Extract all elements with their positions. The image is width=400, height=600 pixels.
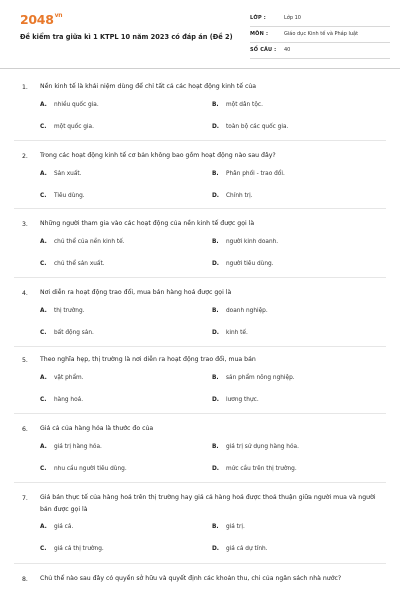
page-header [0,0,400,66]
option-letter: B. [212,375,219,381]
question-number: 4. [22,290,28,297]
question-divider [14,140,386,141]
option-letter: A. [40,524,47,530]
option-letter: B. [212,524,219,530]
option-d[interactable] [212,330,248,336]
option-d[interactable] [212,397,259,403]
option-letter: C. [40,466,47,472]
question-text: Giá cả của hàng hóa là thước đo của [40,425,154,432]
question-text: Trong các hoạt động kinh tế cơ bản không bao gồm hoạt động nào sau đây? [40,152,276,159]
question-divider [14,482,386,483]
option-text: Chính trị. [226,193,253,199]
option-text: người kinh doanh. [226,239,279,245]
option-text: mức cầu trên thị trường. [226,466,297,472]
option-letter: B. [212,444,219,450]
option-a[interactable] [40,375,84,381]
option-d[interactable] [212,193,253,199]
question-divider [14,277,386,278]
meta-value: Lớp 10 [284,15,301,21]
question-text: Theo nghĩa hẹp, thị trường là nơi diễn ra hoạt động trao đổi, mua bán [40,356,256,363]
meta-label: LỚP : [250,15,266,21]
question-text: Những người tham gia vào các hoạt động của nền kinh tế được gọi là [40,220,255,227]
question-number: 1. [22,84,28,91]
option-text: một dân tộc. [226,102,263,108]
option-letter: A. [40,308,47,314]
question-number: 6. [22,426,28,433]
option-letter: D. [212,261,220,267]
option-text: hàng hoá. [54,397,84,403]
option-letter: D. [212,397,220,403]
question-number: 2. [22,153,28,160]
option-letter: D. [212,124,220,130]
question-text: Giá bán thực tế của hàng hoá trên thị trường hay giá cả hàng hoá được thoả thuận giữa người mua và người bán được gọi là [40,494,376,513]
question-number: 7. [22,495,28,502]
option-letter: C. [40,330,47,336]
option-text: giá trị. [226,524,245,530]
option-letter: C. [40,124,47,130]
option-text: kinh tế. [226,330,248,336]
option-text: chủ thể của nền kinh tế. [54,239,125,245]
option-d[interactable] [212,466,297,472]
exam-meta [250,11,390,59]
option-a[interactable] [40,444,102,450]
option-letter: A. [40,171,47,177]
option-letter: D. [212,193,220,199]
meta-label: MÔN : [250,31,269,37]
option-letter: B. [212,239,219,245]
option-text: giá trị hàng hóa. [54,444,102,450]
option-letter: A. [40,102,47,108]
option-a[interactable] [40,308,84,314]
option-letter: D. [212,466,220,472]
option-letter: C. [40,261,47,267]
option-text: toàn bộ các quốc gia. [226,124,289,130]
option-c[interactable] [40,397,83,403]
option-c[interactable] [40,261,105,267]
option-text: giá cả thị trường. [54,546,104,552]
option-c[interactable] [40,330,94,336]
question-divider [14,346,386,347]
question-text: Chủ thể nào sau đây có quyền sở hữu và quyết định các khoản thu, chi của ngân sách nhà nước? [40,575,342,582]
option-letter: C. [40,397,47,403]
option-d[interactable] [212,546,268,552]
option-text: giá cả dự tính. [226,546,268,552]
option-text: giá trị sử dụng hàng hóa. [226,444,299,450]
option-c[interactable] [40,546,104,552]
option-text: Phân phối - trao đổi. [226,171,285,177]
option-b[interactable] [212,171,285,177]
option-letter: A. [40,444,47,450]
question-number: 8. [22,576,28,583]
option-a[interactable] [40,171,82,177]
option-text: giá cả. [54,524,74,530]
option-text: Sản xuất. [54,171,82,177]
option-b[interactable] [212,308,268,314]
option-a[interactable] [40,102,99,108]
option-d[interactable] [212,124,288,130]
option-letter: B. [212,308,219,314]
option-c[interactable] [40,193,85,199]
option-text: người tiêu dùng. [226,261,274,267]
option-b[interactable] [212,444,299,450]
option-text: một quốc gia. [54,124,94,130]
question-text: Nơi diễn ra hoạt động trao đổi, mua bán hàng hoá được gọi là [40,289,232,296]
meta-value: Giáo dục Kinh tế và Pháp luật [284,31,359,37]
question-divider [14,208,386,209]
option-text: nhiều quốc gia. [54,102,99,108]
logo-text: 2048 [20,12,54,27]
option-text: vật phẩm. [54,375,84,381]
question-text: Nền kinh tế là khái niệm dùng để chỉ tất cả các hoạt động kinh tế của [40,83,257,90]
option-b[interactable] [212,102,263,108]
site-logo[interactable] [20,12,62,27]
meta-value: 40 [284,47,291,53]
option-a[interactable] [40,239,125,245]
option-letter: B. [212,171,219,177]
option-text: sản phẩm nông nghiệp. [226,375,295,381]
option-letter: D. [212,330,220,336]
option-d[interactable] [212,261,274,267]
option-letter: C. [40,193,47,199]
option-text: Tiêu dùng. [54,193,85,199]
option-text: lương thực. [226,397,259,403]
meta-row-class [250,11,390,27]
meta-label: SỐ CÂU : [250,47,277,53]
option-text: thị trường. [54,308,85,314]
option-letter: C. [40,546,47,552]
meta-row-subject [250,27,390,43]
option-letter: B. [212,102,219,108]
option-c[interactable] [40,466,127,472]
option-letter: A. [40,239,47,245]
header-divider [0,68,400,69]
exam-title: Đề kiểm tra giữa kì 1 KTPL 10 năm 2023 có đáp án (Đề 2) [20,33,233,41]
meta-row-count [250,43,390,59]
option-b[interactable] [212,375,295,381]
question-number: 3. [22,221,28,228]
logo-suffix: vn [54,12,63,19]
option-text: nhu cầu người tiêu dùng. [54,466,127,472]
question-number: 5. [22,357,28,364]
option-letter: A. [40,375,47,381]
option-b[interactable] [212,239,278,245]
question-divider [14,413,386,414]
option-text: chủ thể sản xuất. [54,261,105,267]
option-b[interactable] [212,524,245,530]
option-text: bất động sản. [54,330,94,336]
option-c[interactable] [40,124,94,130]
option-a[interactable] [40,524,73,530]
option-letter: D. [212,546,220,552]
option-text: doanh nghiệp. [226,308,268,314]
question-divider [14,563,386,564]
